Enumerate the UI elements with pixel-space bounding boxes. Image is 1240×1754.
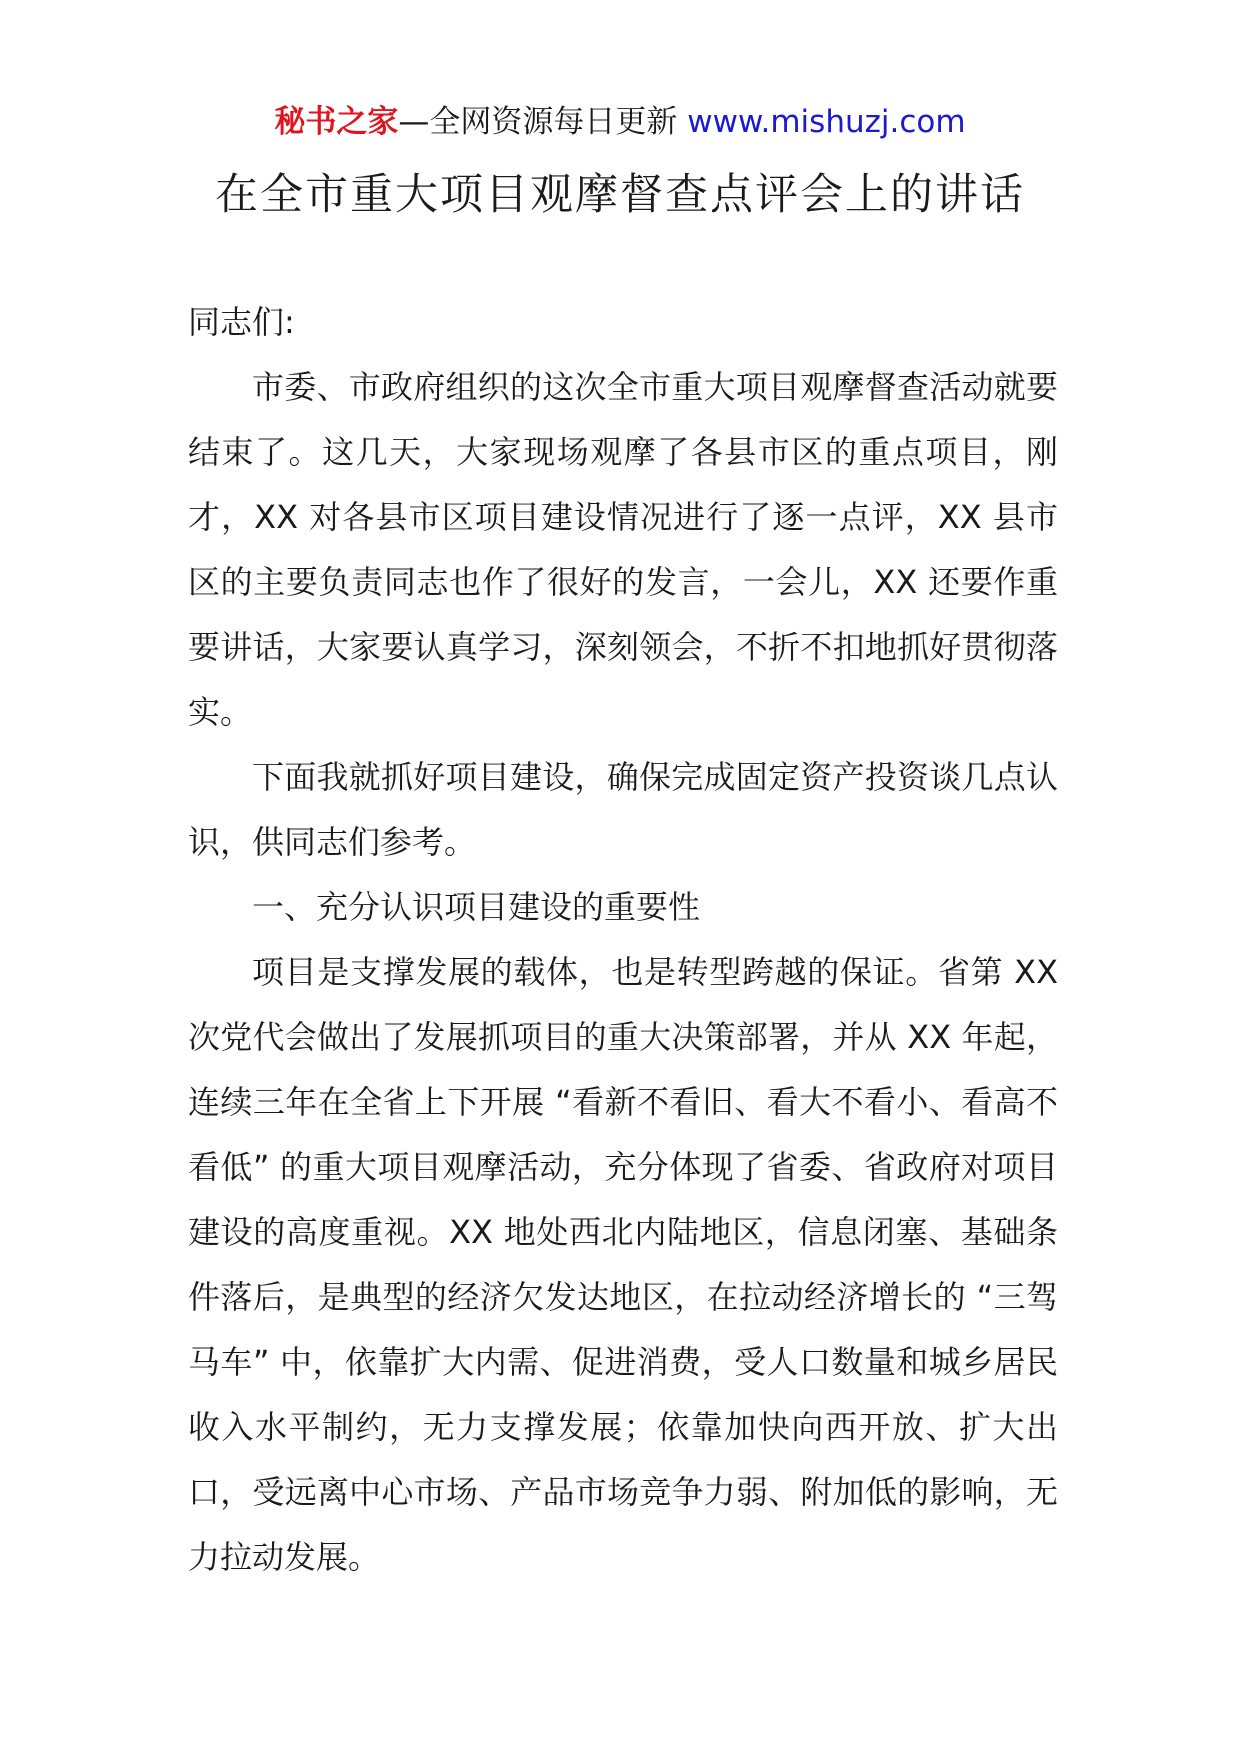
site-header <box>0 100 1240 144</box>
header-slogan: —全网资源每日更新 <box>398 104 678 140</box>
section-heading: 一、充分认识项目建设的重要性 <box>252 888 701 926</box>
paragraph: 市委、市政府组织的这次全市重大项目观摩督查活动就要结束了。这几天，大家现场观摩了各县市区的重点项目，刚才，XX 对各县市区项目建设情况进行了逐一点评，XX 县市区的主要负责同志也作了很好的发言，一会儿，XX 还要作重要讲话，大家要认真学习，深刻领会，不折不扣地抓好贯彻落实。 <box>188 368 1058 731</box>
salutation: 同志们: <box>188 303 295 341</box>
brand-name: 秘书之家 <box>274 104 399 140</box>
site-url-link[interactable]: www.mishuzj.com <box>687 104 966 140</box>
paragraph: 下面我就抓好项目建设，确保完成固定资产投资谈几点认识，供同志们参考。 <box>188 758 1058 861</box>
document-body <box>188 290 1058 1590</box>
paragraph: 项目是支撑发展的载体，也是转型跨越的保证。省第 XX 次党代会做出了发展抓项目的重大决策部署，并从 XX 年起，连续三年在全省上下开展 “看新不看旧、看大不看小、看高不看低” 的重大项目观摩活动，充分体现了省委、省政府对项目建设的高度重视。XX 地处西北内陆地区，信息闭塞、基础条件落后，是典型的经济欠发达地区，在拉动经济增长的 “三驾马车” 中，依靠扩大内需、促进消费，受人口数量和城乡居民收入水平制约，无力支撑发展；依靠加快向西开放、扩大出口，受远离中心市场、产品市场竞争力弱、附加低的影响，无力拉动发展。 <box>188 953 1058 1576</box>
document-title: 在全市重大项目观摩督查点评会上的讲话 <box>215 170 1025 220</box>
